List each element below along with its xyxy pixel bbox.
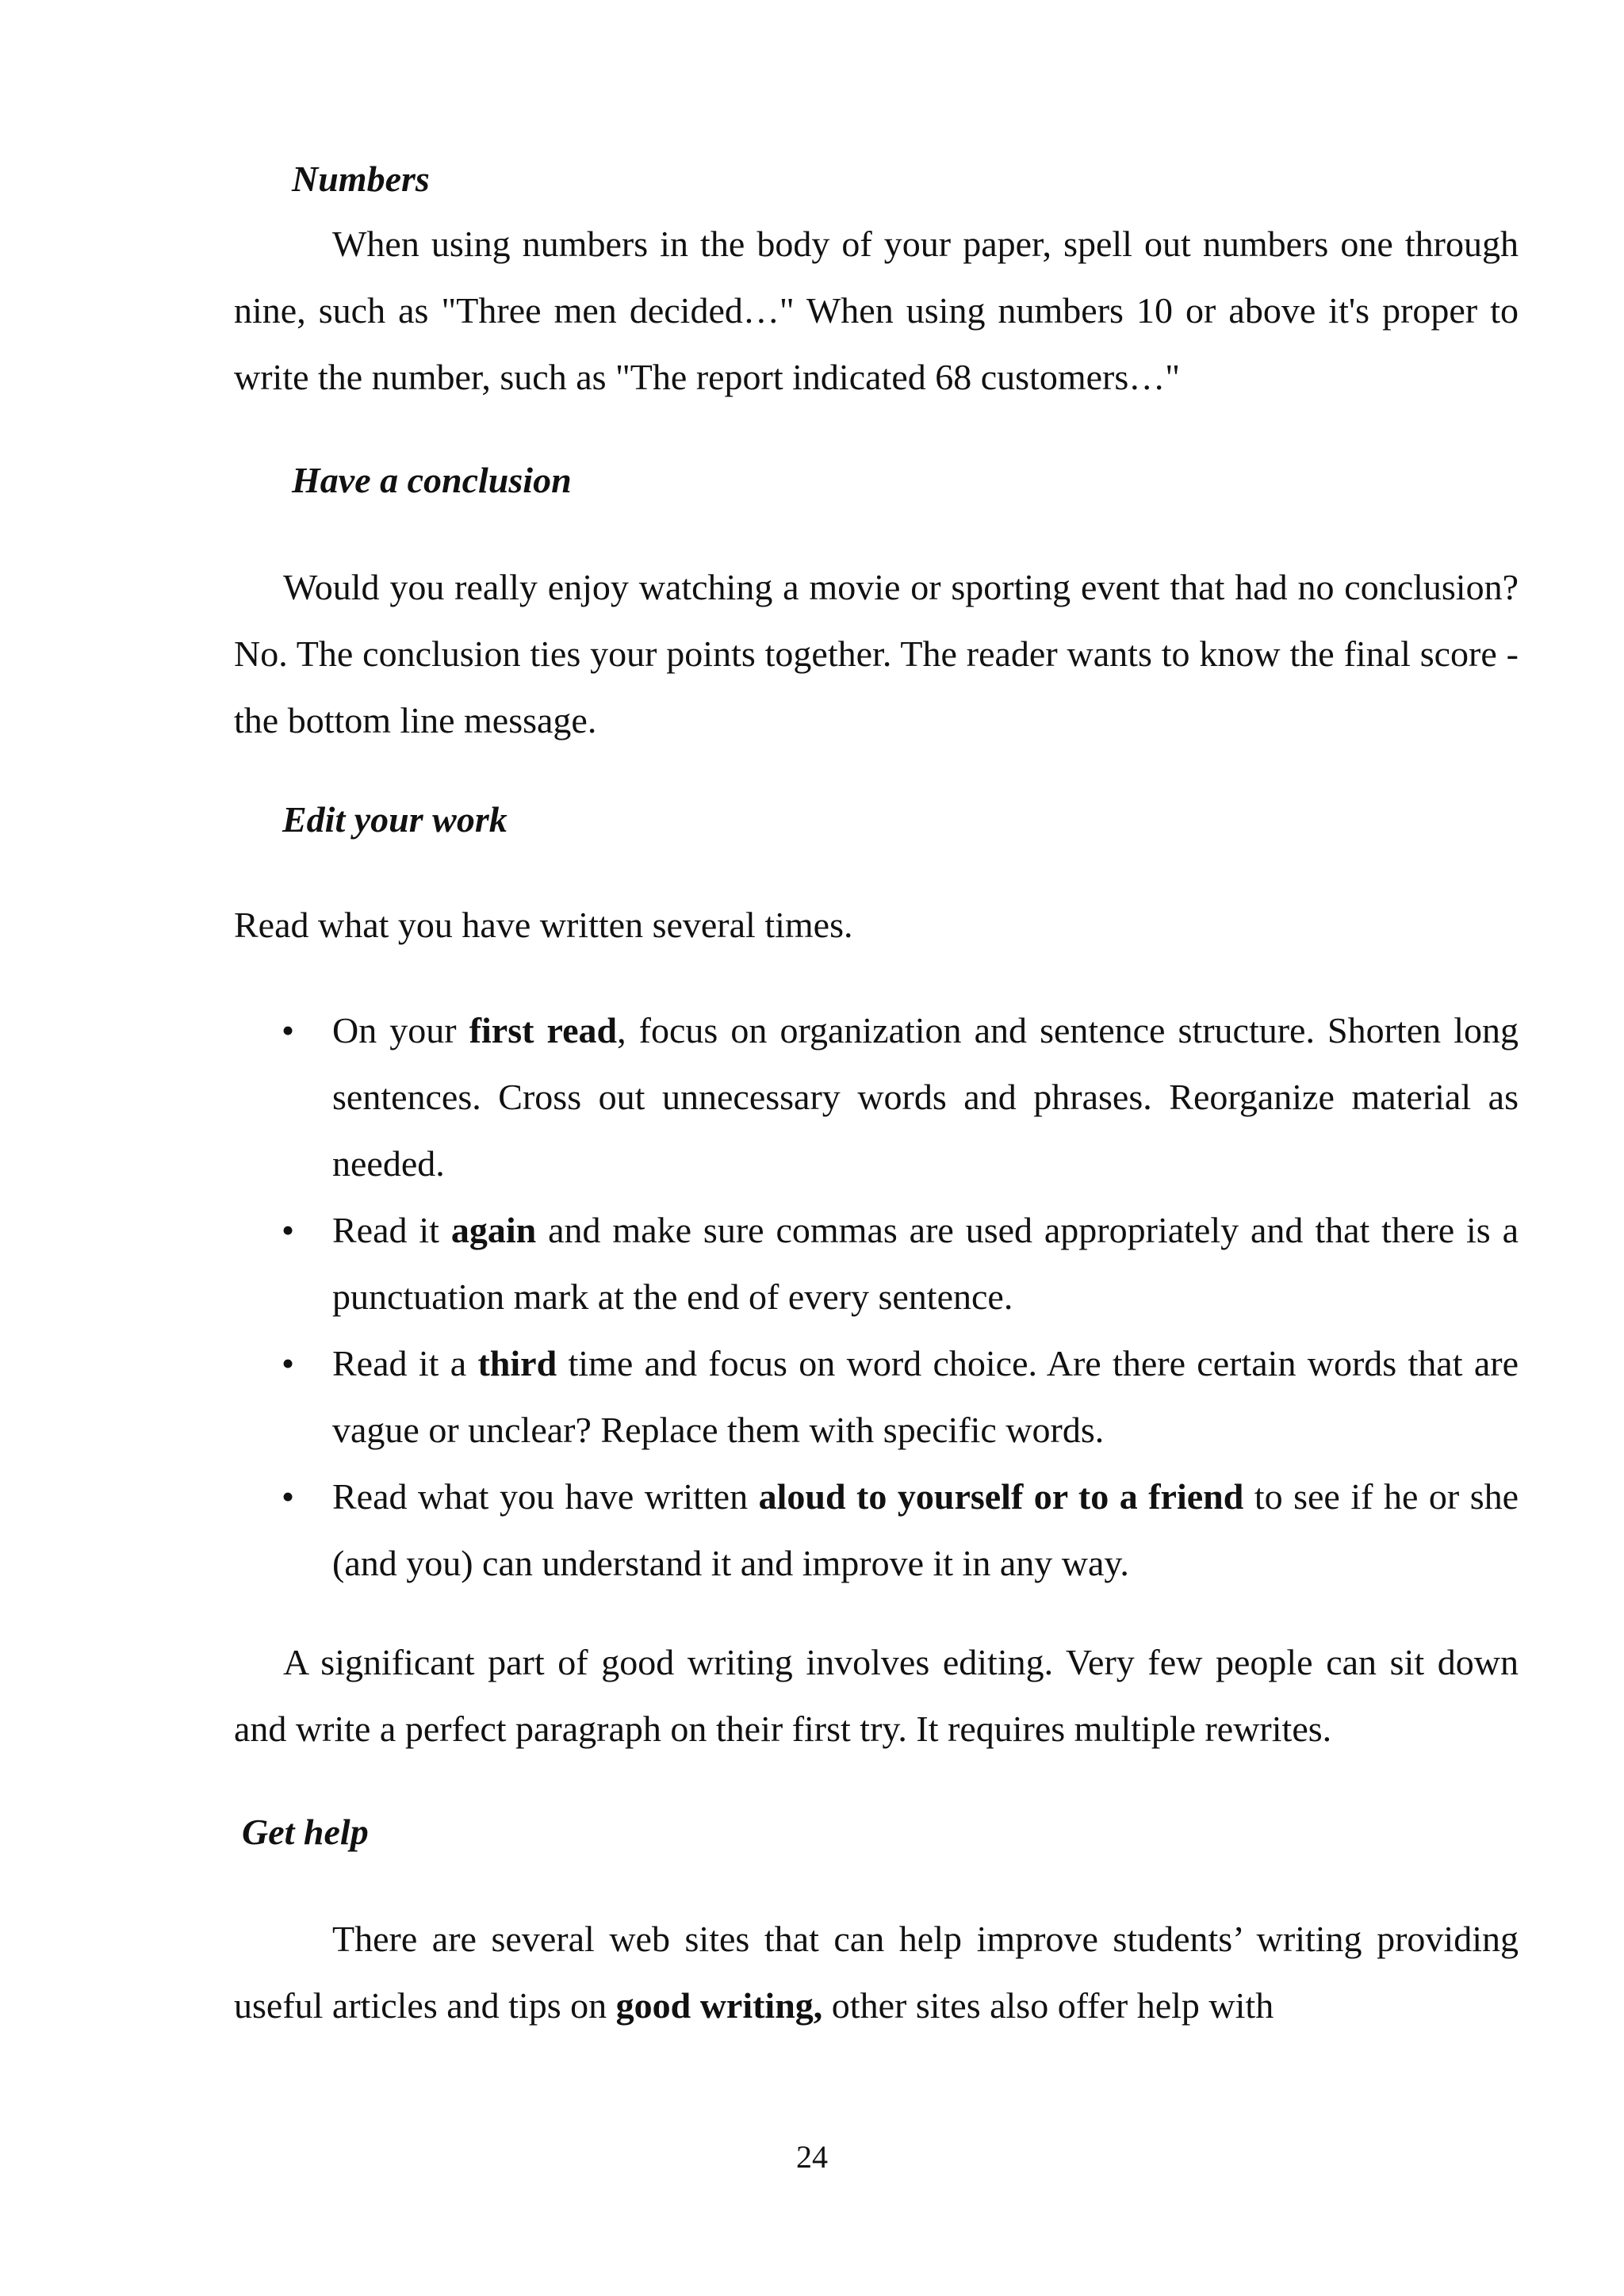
- paragraph-edit-intro: Read what you have written several times.: [234, 905, 853, 945]
- list-item-text-before: Read what you have written: [332, 1476, 759, 1517]
- list-item: [234, 1330, 1519, 1464]
- list-item: [234, 1464, 1519, 1597]
- paragraph-conclusion: Would you really enjoy watching a movie or sporting event that had no conclusion? No. The conclusion ties your points together. The reader wants to know the final score - the bottom line message.: [234, 567, 1519, 740]
- bullet-icon: •: [282, 1210, 295, 1250]
- paragraph-text-before: There are several web sites that can help improve students’ writing providing useful articles and tips on: [234, 1919, 1519, 2026]
- heading-numbers: Numbers: [292, 159, 430, 199]
- list-item: [234, 1197, 1519, 1330]
- list-item-text-before: On your: [332, 1010, 469, 1050]
- paragraph-numbers: When using numbers in the body of your paper, spell out numbers one through nine, such as "Three men decided…" When using numbers 10 or above it's proper to write the number, such as "The report indicated 68 customers…": [234, 224, 1519, 397]
- edit-steps-list: [234, 997, 1519, 1597]
- bullet-icon: •: [282, 1010, 295, 1050]
- list-item-emphasis: first read: [469, 1010, 618, 1050]
- list-item-emphasis: again: [450, 1210, 537, 1250]
- list-item-emphasis: third: [477, 1343, 557, 1383]
- paragraph-text-after: other sites also offer help with: [822, 1985, 1274, 2026]
- list-item-text-after: and make sure commas are used appropriately and that there is a punctuation mark at the end of every sentence.: [332, 1210, 1519, 1317]
- page-number: 24: [796, 2139, 828, 2175]
- list-item-emphasis: aloud to yourself or to a friend: [758, 1476, 1244, 1517]
- heading-edit-your-work: Edit your work: [282, 799, 508, 840]
- heading-get-help: Get help: [242, 1812, 369, 1852]
- list-item-text-after: time and focus on word choice. Are there certain words that are vague or unclear? Replace them with specific words.: [332, 1343, 1519, 1450]
- list-item: [234, 997, 1519, 1197]
- list-item-text-after: , focus on organization and sentence structure. Shorten long sentences. Cross out unnecessary words and phrases. Reorganize material as needed.: [332, 1010, 1519, 1184]
- bullet-icon: •: [282, 1343, 295, 1383]
- paragraph-get-help: [234, 1906, 1519, 2039]
- list-item-text-before: Read it a: [332, 1343, 478, 1383]
- paragraph-editing-summary: A significant part of good writing involves editing. Very few people can sit down and write a perfect paragraph on their first try. It requires multiple rewrites.: [234, 1642, 1519, 1749]
- list-item-text-after: to see if he or she (and you) can understand it and improve it in any way.: [332, 1476, 1519, 1583]
- paragraph-emphasis: good writing,: [615, 1985, 823, 2026]
- list-item-text-before: Read it: [332, 1210, 451, 1250]
- heading-have-a-conclusion: Have a conclusion: [292, 460, 572, 500]
- bullet-icon: •: [282, 1476, 295, 1517]
